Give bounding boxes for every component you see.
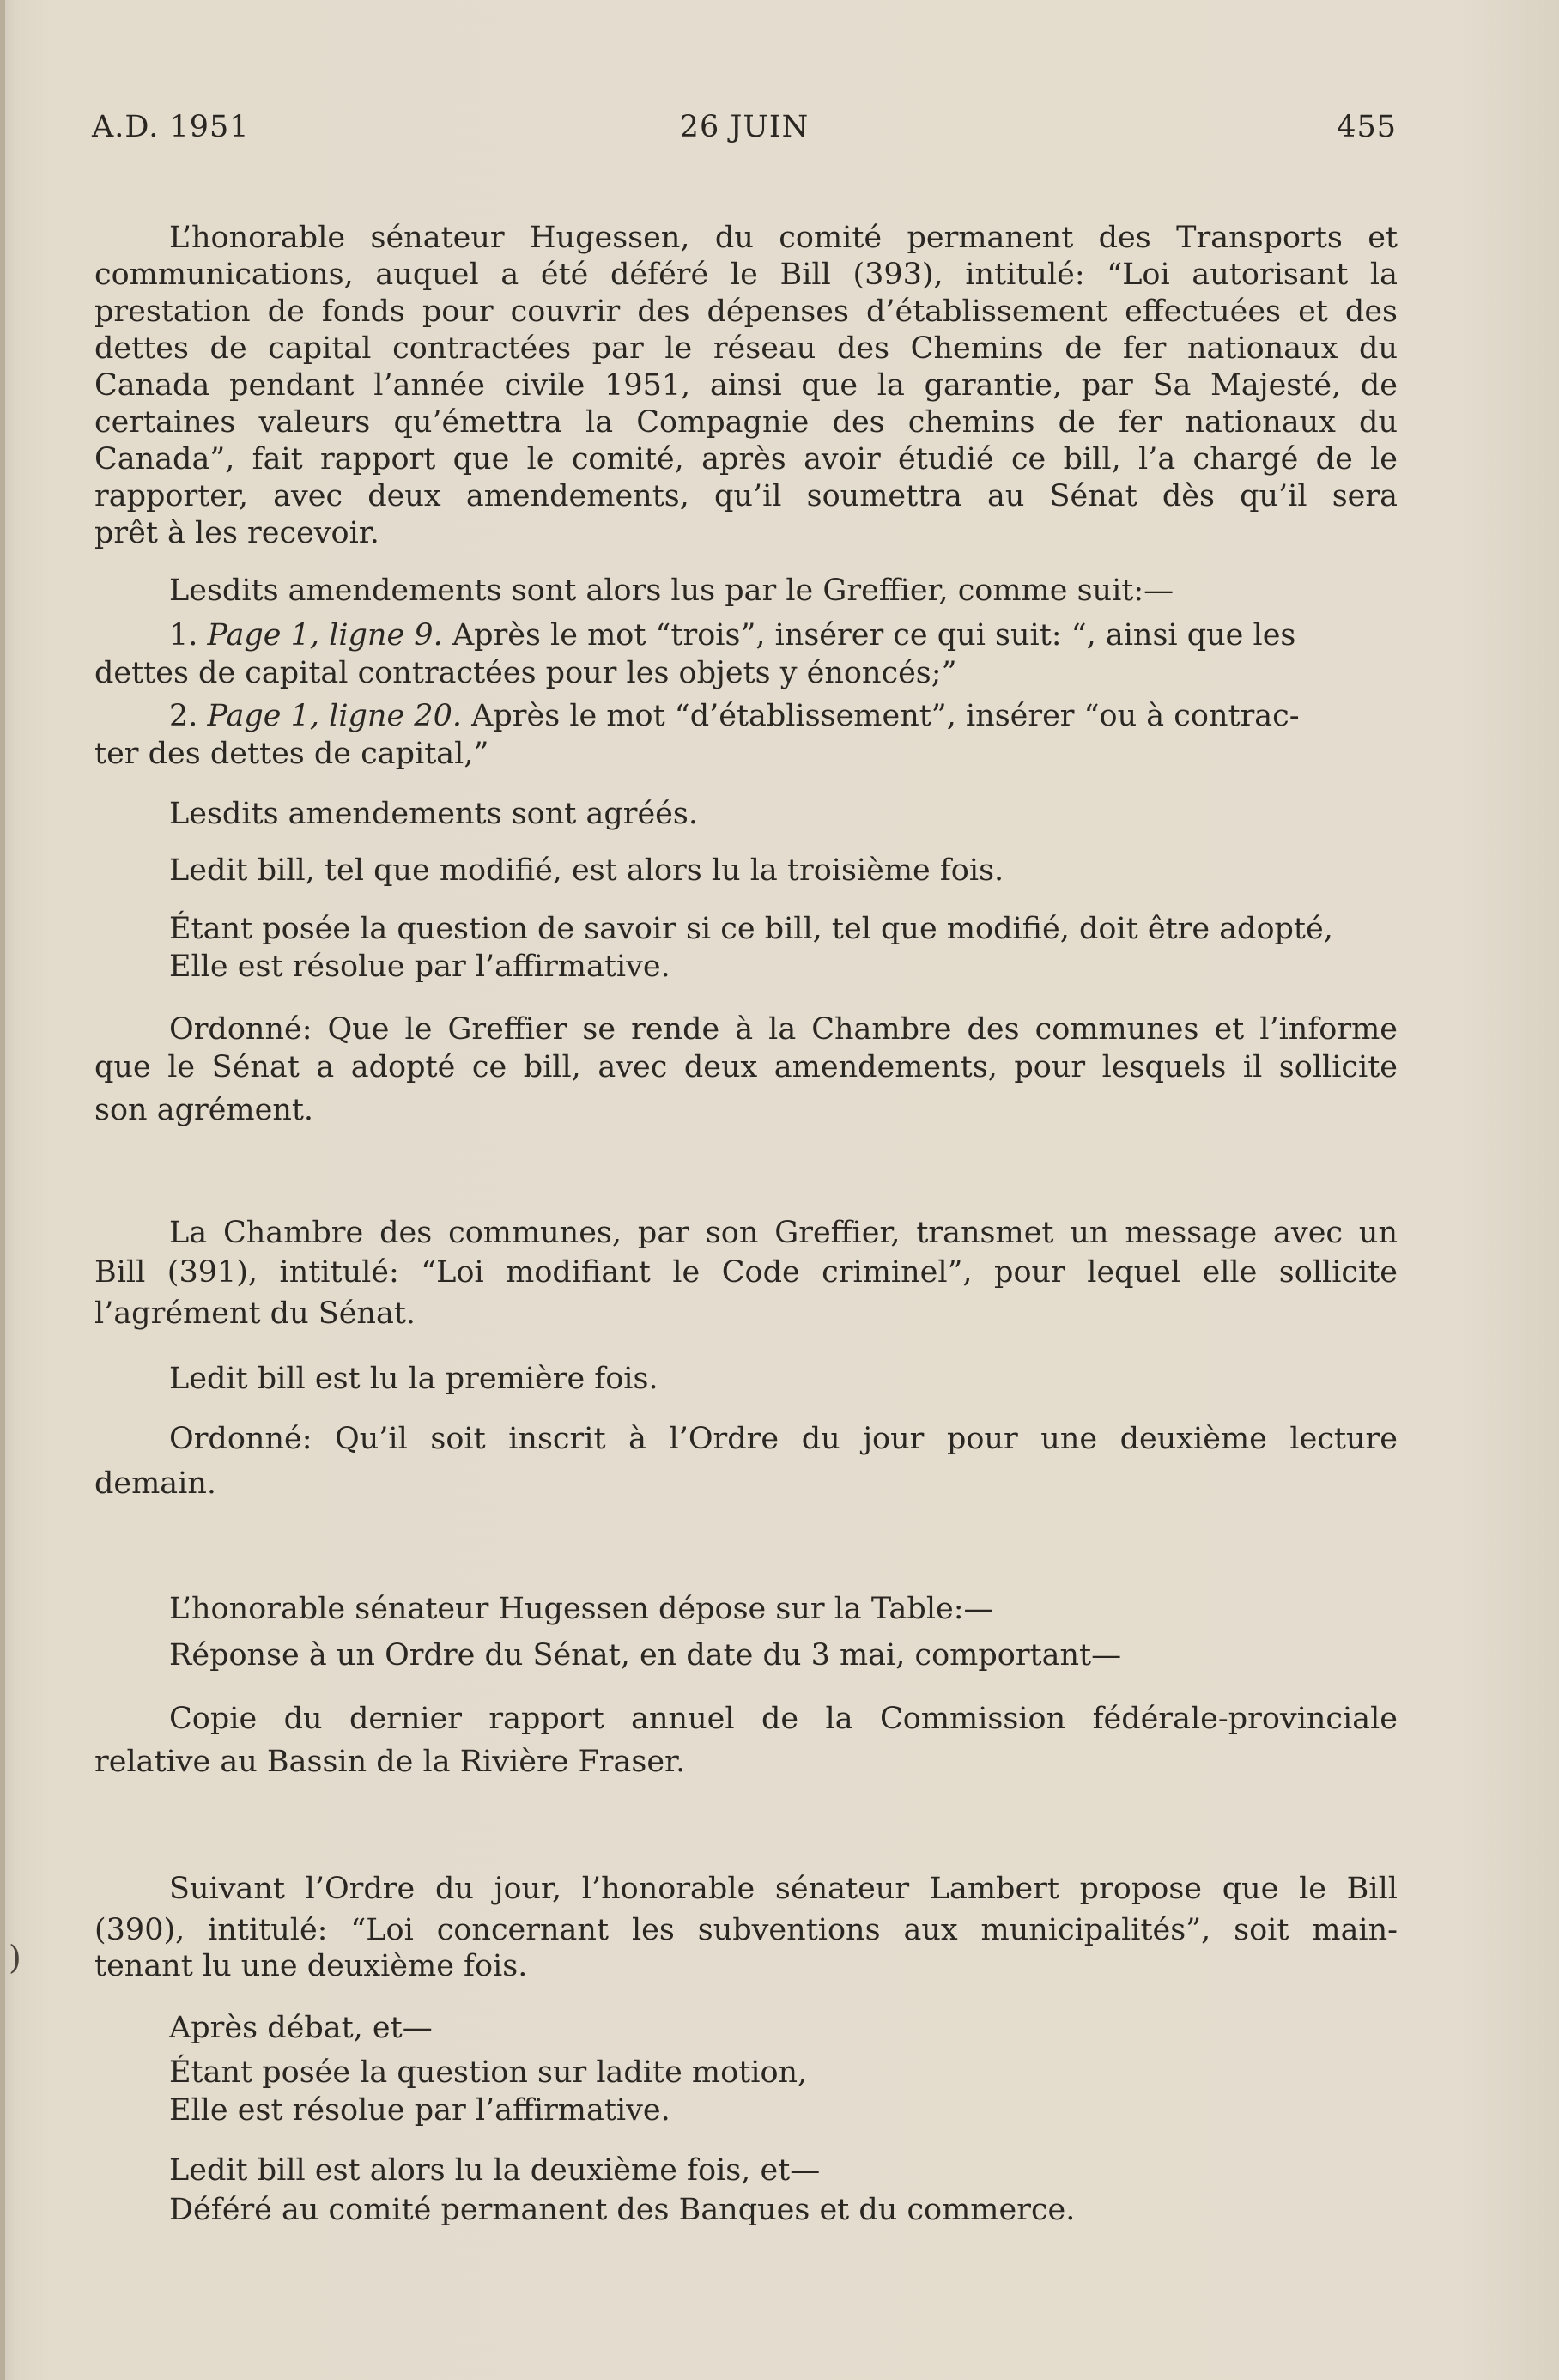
text-line: Copie du dernier rapport annuel de la Commission fédérale-provinciale <box>169 1702 1398 1736</box>
text-line: demain. <box>94 1466 217 1501</box>
text-line: Ledit bill est lu la première fois. <box>169 1362 658 1396</box>
text-line: (390), intitulé: “Loi concernant les subventions aux municipalités”, soit main- <box>94 1913 1398 1947</box>
text-line: Ordonné: Qu’il soit inscrit à l’Ordre du jour pour une deuxième lecture <box>169 1422 1398 1456</box>
amendment-text: Après le mot “trois”, insérer ce qui suit: “, ainsi que les <box>442 618 1296 653</box>
text-line: Elle est résolue par l’affirmative. <box>169 2093 670 2128</box>
amendment-reference: Page 1, ligne 9. <box>207 618 443 653</box>
text-line: Réponse à un Ordre du Sénat, en date du 3 mai, comportant— <box>169 1638 1122 1673</box>
running-header <box>92 110 1397 153</box>
amendment-reference: Page 1, ligne 20. <box>207 699 462 733</box>
text-line: Bill (391), intitulé: “Loi modifiant le Code criminel”, pour lequel elle sollicite <box>94 1255 1398 1290</box>
text-line: Canada”, fait rapport que le comité, après avoir étudié ce bill, l’a chargé de le <box>94 442 1398 477</box>
text-line: Ledit bill, tel que modifié, est alors lu la troisième fois. <box>169 853 1004 888</box>
text-line: L’honorable sénateur Hugessen dépose sur la Table:— <box>169 1592 994 1626</box>
text-line: Lesdits amendements sont alors lus par le Greffier, comme suit:— <box>169 574 1174 608</box>
text-line: prestation de fonds pour couvrir des dépenses d’établissement effectuées et des <box>94 294 1398 329</box>
header-date: 26 JUIN <box>679 110 810 144</box>
text-line: prêt à les recevoir. <box>94 516 379 550</box>
text-line: Étant posée la question sur ladite motion, <box>169 2055 808 2090</box>
text-line: relative au Bassin de la Rivière Fraser. <box>94 1745 686 1779</box>
amendment-line-2 <box>169 697 1398 735</box>
text-line: que le Sénat a adopté ce bill, avec deux amendements, pour lesquels il sollicite <box>94 1050 1398 1084</box>
text-line: rapporter, avec deux amendements, qu’il soumettra au Sénat dès qu’il sera <box>94 479 1398 513</box>
page-number: 455 <box>1337 110 1397 144</box>
text-line: son agrément. <box>94 1093 314 1127</box>
text-line: Suivant l’Ordre du jour, l’honorable sénateur Lambert propose que le Bill <box>169 1872 1398 1906</box>
text-line: Lesdits amendements sont agréés. <box>169 797 698 831</box>
text-line: Ledit bill est alors lu la deuxième fois, et— <box>169 2153 821 2188</box>
page-left-edge <box>0 0 5 2380</box>
amendment-text: Après le mot “d’établissement”, insérer “ou à contrac- <box>461 699 1300 733</box>
amendment-number: 1. <box>169 618 208 653</box>
text-line: communications, auquel a été déféré le Bill (393), intitulé: “Loi autorisant la <box>94 258 1398 292</box>
text-line: L’honorable sénateur Hugessen, du comité permanent des Transports et <box>169 221 1398 255</box>
text-line: Déféré au comité permanent des Banques et du commerce. <box>169 2193 1076 2227</box>
margin-mark: ) <box>9 1939 21 1976</box>
text-line: Ordonné: Que le Greffier se rende à la Chambre des communes et l’informe <box>169 1012 1398 1047</box>
text-line: l’agrément du Sénat. <box>94 1296 416 1331</box>
text-line: ter des dettes de capital,” <box>94 737 489 771</box>
text-line: tenant lu une deuxième fois. <box>94 1949 528 1983</box>
text-line: certaines valeurs qu’émettra la Compagnie des chemins de fer nationaux du <box>94 405 1398 440</box>
amendment-line-1 <box>169 616 1398 654</box>
text-line: dettes de capital contractées par le réseau des Chemins de fer nationaux du <box>94 331 1398 366</box>
text-line: dettes de capital contractées pour les objets y énoncés;” <box>94 656 957 690</box>
text-line: Canada pendant l’année civile 1951, ainsi que la garantie, par Sa Majesté, de <box>94 368 1398 403</box>
text-line: Étant posée la question de savoir si ce bill, tel que modifié, doit être adopté, <box>169 912 1333 946</box>
amendment-number: 2. <box>169 699 208 733</box>
text-line: Après débat, et— <box>169 2011 433 2045</box>
text-line: Elle est résolue par l’affirmative. <box>169 950 670 984</box>
header-year: A.D. 1951 <box>92 110 250 144</box>
text-line: La Chambre des communes, par son Greffier, transmet un message avec un <box>169 1216 1398 1250</box>
